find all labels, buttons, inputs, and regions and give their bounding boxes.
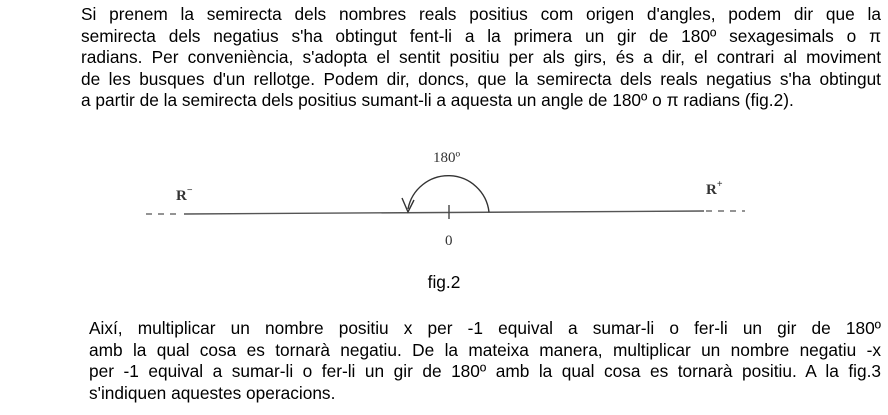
paragraph-line: semirecta dels negatius s'ha obtingut fent-li a la primera un gir de 180º sexagesimals o π — [81, 25, 881, 46]
number-line-figure — [0, 140, 888, 260]
real-number-line — [184, 211, 704, 214]
angle-label: 180º — [433, 150, 461, 166]
paragraph-line: Si prenem la semirecta dels nombres reals positius com origen d'angles, podem dir que la — [81, 4, 881, 24]
positive-reals-label: R+ — [706, 179, 723, 198]
paragraph-line: radians. Per conveniència, s'adopta el sentit positiu per als girs, és a dir, el contrari al moviment — [81, 47, 881, 67]
negative-reals-label: R− — [176, 185, 193, 204]
figure-caption: fig.2 — [427, 272, 461, 292]
arc-arrowhead — [402, 198, 414, 212]
origin-label: 0 — [445, 233, 453, 249]
paragraph-line: de les busques d'un rellotge. Podem dir, doncs, que la semirecta dels reals negatius s'ha obtingut — [81, 68, 881, 89]
paragraph-line: per -1 equival a sumar-li o fer-li un gir de 180º amb la qual cosa es tornarà positiu. A la fig.3 — [89, 361, 881, 381]
paragraph-line: s'indiquen aquestes operacions. — [89, 382, 336, 403]
paragraph-intro — [9, 4, 881, 112]
paragraph-line: a partir de la semirecta dels positius sumant-li a aquesta un angle de 180º o π radians (fig.2). — [81, 90, 794, 110]
paragraph-multiplication — [9, 318, 881, 404]
paragraph-line: Així, multiplicar un nombre positiu x per -1 equival a sumar-li o fer-li un gir de 180º — [89, 318, 881, 338]
paragraph-line: amb la qual cosa es tornarà negatiu. De la mateixa manera, multiplicar un nombre negatiu -x — [89, 339, 881, 360]
